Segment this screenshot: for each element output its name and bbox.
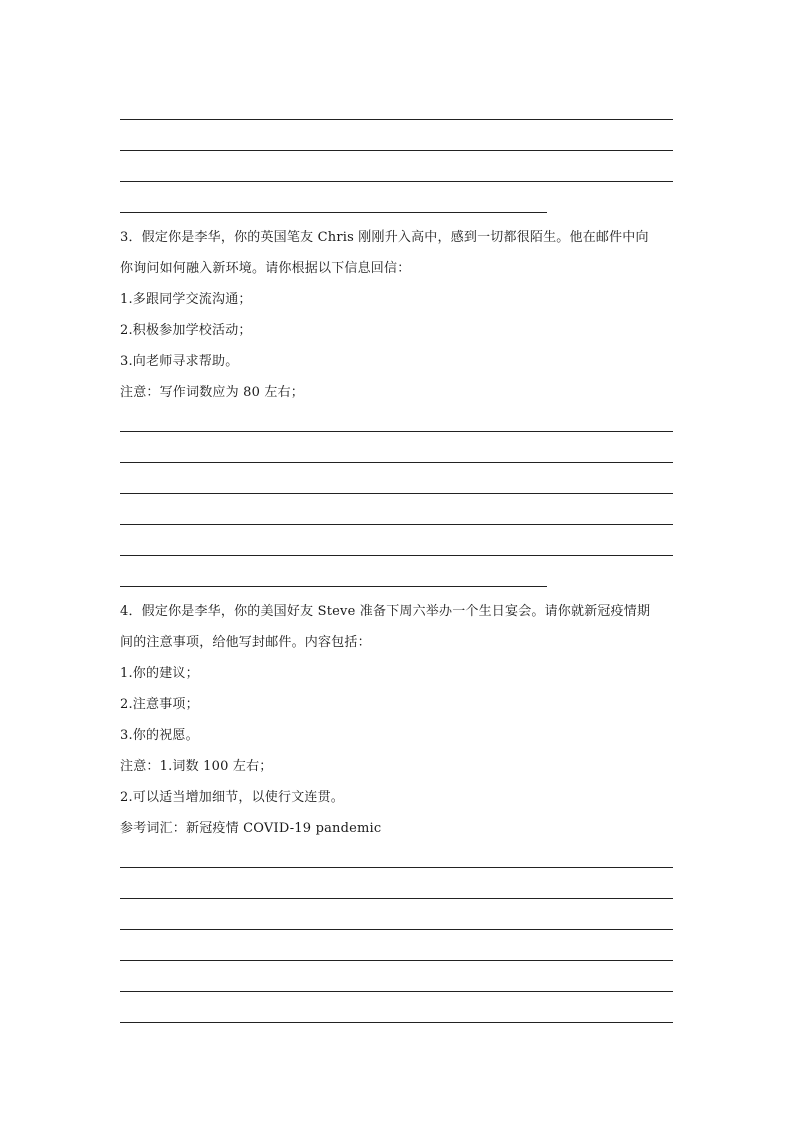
writing-line <box>120 1022 673 1023</box>
writing-line <box>120 867 673 868</box>
writing-line <box>120 119 673 120</box>
writing-line <box>120 898 673 899</box>
q4-prompt-line2: 间的注意事项，给他写封邮件。内容包括： <box>120 635 371 650</box>
q3-prompt-line1: 3．假定你是李华，你的英国笔友 Chris 刚刚升入高中，感到一切都很陌生。他在邮件中向 <box>120 230 649 245</box>
q3-note: 注意：写作词数应为 80 左右； <box>120 385 305 400</box>
writing-line <box>120 929 673 930</box>
q4-point-2: 2.注意事项； <box>120 697 199 712</box>
writing-line-short <box>120 212 547 213</box>
writing-line <box>120 960 673 961</box>
writing-line <box>120 150 673 151</box>
q4-prompt-line1: 4．假定你是李华，你的美国好友 Steve 准备下周六举办一个生日宴会。请你就新冠疫情期 <box>120 604 651 619</box>
writing-line <box>120 493 673 494</box>
q4-note-2: 2.可以适当增加细节，以使行文连贯。 <box>120 790 345 805</box>
q3-prompt-line2: 你询问如何融入新环境。请你根据以下信息回信： <box>120 261 411 276</box>
q3-point-3: 3.向老师寻求帮助。 <box>120 354 239 369</box>
writing-line <box>120 181 673 182</box>
q3-point-2: 2.积极参加学校活动； <box>120 323 252 338</box>
writing-line <box>120 524 673 525</box>
writing-line <box>120 431 673 432</box>
writing-line <box>120 991 673 992</box>
q3-point-1: 1.多跟同学交流沟通； <box>120 292 252 307</box>
q4-point-1: 1.你的建议； <box>120 666 199 681</box>
q4-point-3: 3.你的祝愿。 <box>120 728 199 743</box>
writing-line <box>120 555 673 556</box>
writing-line-short <box>120 586 547 587</box>
writing-line <box>120 462 673 463</box>
q4-vocab: 参考词汇：新冠疫情 COVID-19 pandemic <box>120 821 382 836</box>
q4-note-1: 注意：1.词数 100 左右； <box>120 759 273 774</box>
